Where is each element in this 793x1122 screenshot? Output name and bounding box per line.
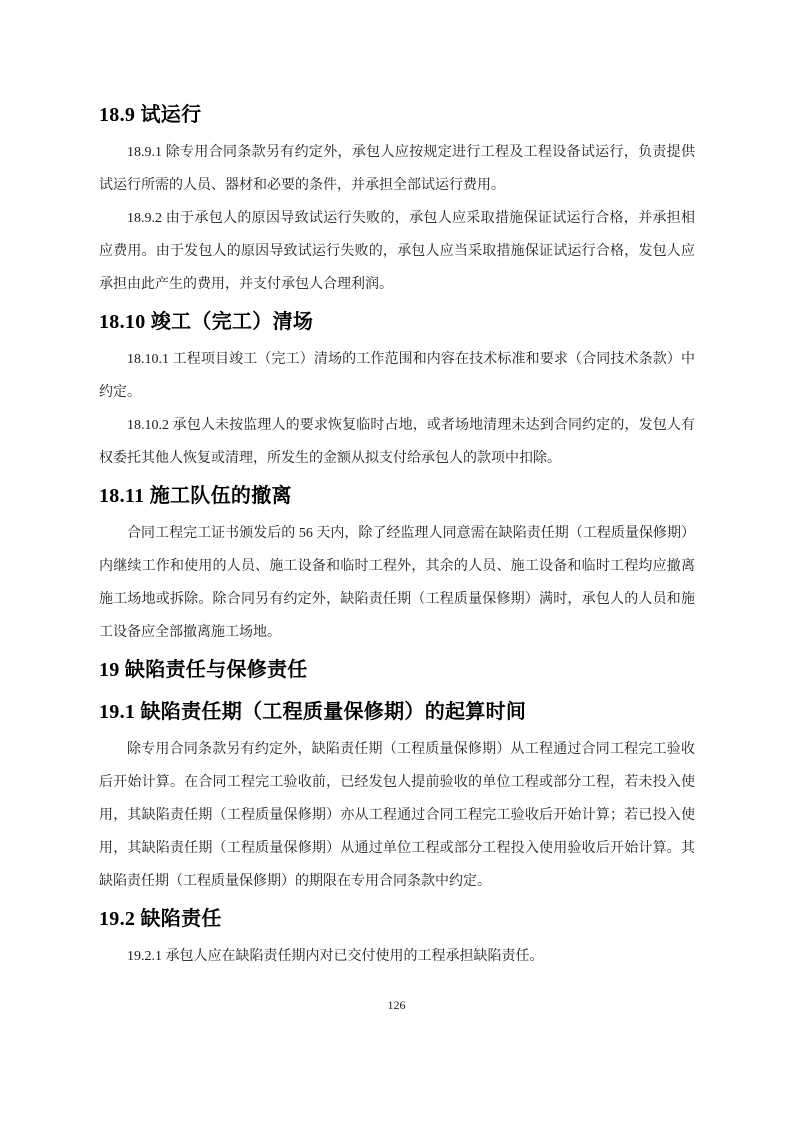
- paragraph-18-9-1: 18.9.1 除专用合同条款另有约定外，承包人应按规定进行工程及工程设备试运行，负责提供试运行所需的人员、器材和必要的条件，并承担全部试运行费用。: [99, 145, 695, 193]
- heading-18-10: 18.10 竣工（完工）清场: [99, 311, 314, 333]
- paragraph-18-11-body: 合同工程完工证书颁发后的 56 天内，除了经监理人同意需在缺陷责任期（工程质量保修期）内继续工作和使用的人员、施工设备和临时工程外，其余的人员、施工设备和临时工程均应撤离施工场地或拆除。除合同另有约定外，缺陷责任期（工程质量保修期）满时，承包人的人员和施工设备应全部撤离施工场地。: [99, 526, 695, 640]
- heading-19: 19 缺陷责任与保修责任: [99, 659, 308, 681]
- heading-18-11: 18.11 施工队伍的撤离: [99, 485, 292, 507]
- paragraph-18-9-2: 18.9.2 由于承包人的原因导致试运行失败的，承包人应采取措施保证试运行合格，并承担相应费用。由于发包人的原因导致试运行失败的，承包人应当采取措施保证试运行合格，发包人应承担由此产生的费用，并支付承包人合理利润。: [99, 211, 695, 292]
- heading-19-2: 19.2 缺陷责任: [99, 908, 222, 930]
- document-content: [99, 94, 695, 973]
- paragraph-18-10-2: 18.10.2 承包人未按监理人的要求恢复临时占地，或者场地清理未达到合同约定的，发包人有权委托其他人恢复或清理，所发生的金额从拟支付给承包人的款项中扣除。: [99, 418, 695, 466]
- paragraph-19-2-1: 19.2.1 承包人应在缺陷责任期内对已交付使用的工程承担缺陷责任。: [127, 949, 544, 964]
- paragraph-18-10-1: 18.10.1 工程项目竣工（完工）清场的工作范围和内容在技术标准和要求（合同技术条款）中约定。: [99, 352, 695, 400]
- heading-18-9: 18.9 试运行: [99, 104, 202, 126]
- heading-19-1: 19.1 缺陷责任期（工程质量保修期）的起算时间: [99, 701, 527, 723]
- paragraph-19-1-body: 除专用合同条款另有约定外，缺陷责任期（工程质量保修期）从工程通过合同工程完工验收后开始计算。在合同工程完工验收前，已经发包人提前验收的单位工程或部分工程，若未投入使用，其缺陷责任期（工程质量保修期）亦从工程通过合同工程完工验收后开始计算；若已投入使用，其缺陷责任期（工程质量保修期）从通过单位工程或部分工程投入使用验收后开始计算。其缺陷责任期（工程质量保修期）的期限在专用合同条款中约定。: [99, 742, 695, 889]
- page-number: 126: [387, 998, 406, 1012]
